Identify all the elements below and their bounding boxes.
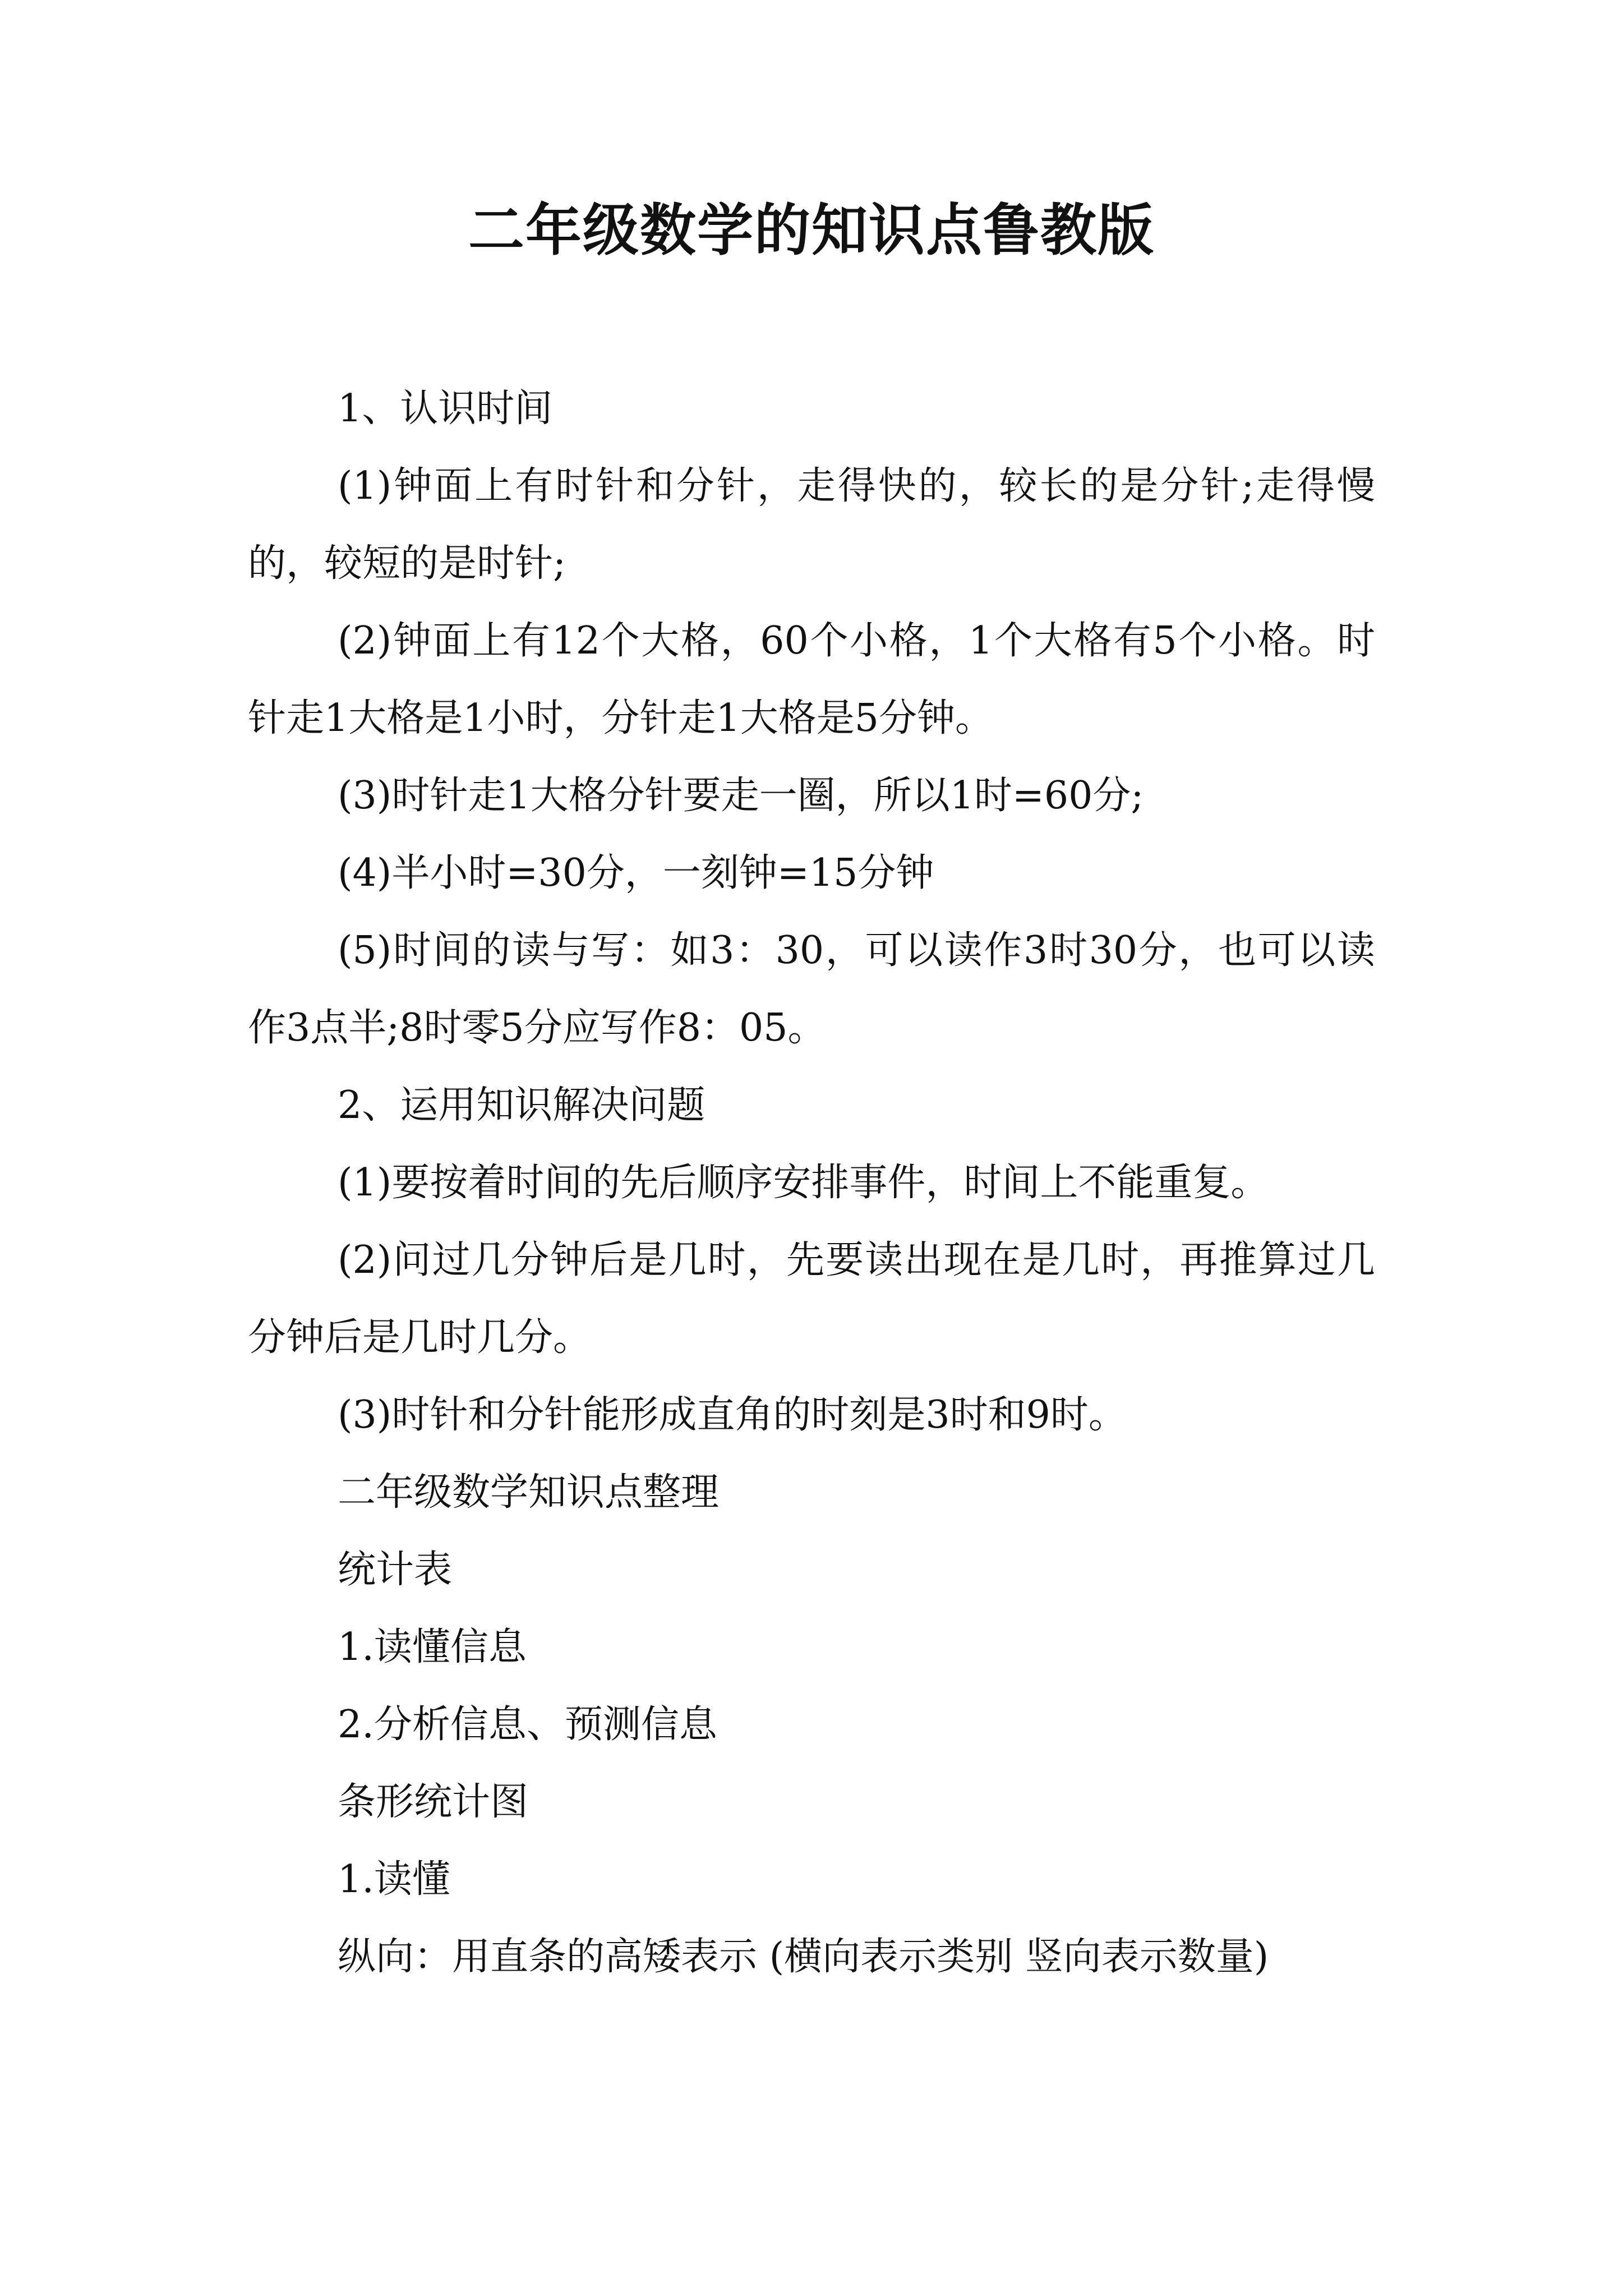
paragraph-10: (3)时针和分针能形成直角的时刻是3时和9时。 (338, 1393, 1127, 1437)
paragraph-13: 1.读懂信息 (338, 1625, 527, 1669)
document-body (248, 370, 1375, 1996)
paragraph-6: (5)时间的读与写：如3：30，可以读作3时30分，也可以读作3点半;8时零5分应写作8：05。 (248, 928, 1375, 1050)
paragraph-14: 2.分析信息、预测信息 (338, 1703, 717, 1747)
paragraph-12: 统计表 (338, 1548, 453, 1592)
paragraph-5: (4)半小时=30分，一刻钟=15分钟 (338, 851, 934, 895)
document-title: 二年级数学的知识点鲁教版 (468, 197, 1155, 263)
paragraph-11: 二年级数学知识点整理 (338, 1470, 720, 1515)
paragraph-17: 纵向：用直条的高矮表示 (横向表示类别 竖向表示数量) (338, 1935, 1269, 1979)
paragraph-2: (1)钟面上有时针和分针，走得快的，较长的是分针;走得慢的，较短的是时针; (248, 464, 1375, 586)
paragraph-4: (3)时针走1大格分针要走一圈，所以1时=60分; (338, 774, 1144, 818)
paragraph-16: 1.读懂 (338, 1857, 450, 1902)
paragraph-15: 条形统计图 (338, 1780, 529, 1824)
paragraph-1: 1、认识时间 (338, 386, 553, 431)
paragraph-7: 2、运用知识解决问题 (338, 1083, 706, 1128)
paragraph-3: (2)钟面上有12个大格，60个小格，1个大格有5个小格。时针走1大格是1小时，分针走1大格是5分钟。 (248, 619, 1375, 740)
paragraph-9: (2)问过几分钟后是几时，先要读出现在是几时，再推算过几分钟后是几时几分。 (248, 1238, 1375, 1360)
paragraph-8: (1)要按着时间的先后顺序安排事件，时间上不能重复。 (338, 1161, 1269, 1205)
